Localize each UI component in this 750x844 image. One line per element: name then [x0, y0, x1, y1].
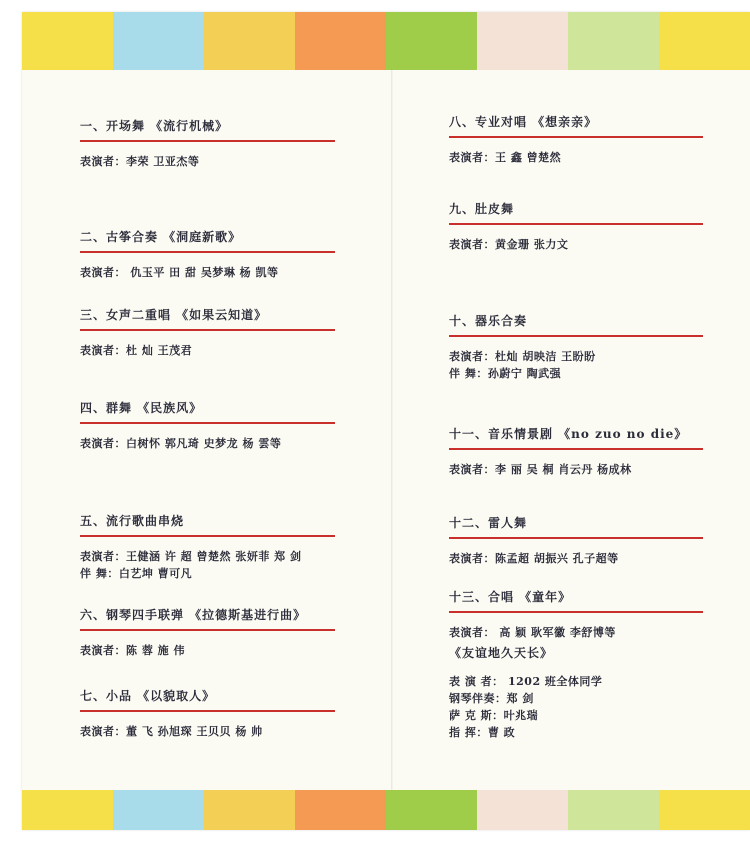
- program-title: 七、小品 《以貌取人》: [80, 689, 216, 703]
- performers-line: 表演者： 仇玉平 田 甜 吴梦琳 杨 凯等: [80, 266, 279, 279]
- program-item-13: [449, 588, 703, 641]
- program-finale: [449, 644, 703, 741]
- performers-line-1: 表演者：王健涵 许 超 曾楚然 张妍菲 郑 剑: [80, 550, 302, 563]
- red-rule: [80, 422, 335, 424]
- color-block-6: [477, 790, 568, 830]
- program-item-9: [449, 200, 703, 253]
- red-rule: [449, 223, 703, 225]
- program-title: 八、专业对唱 《想亲亲》: [449, 115, 598, 129]
- program-item-5: [80, 512, 335, 582]
- red-rule: [80, 629, 335, 631]
- performers-line: 表演者：陈孟超 胡振兴 孔子超等: [449, 552, 619, 565]
- red-rule: [80, 140, 335, 142]
- program-title: 三、女声二重唱 《如果云知道》: [80, 308, 268, 322]
- color-block-4: [295, 12, 386, 70]
- red-rule: [80, 329, 335, 331]
- red-rule: [449, 611, 703, 613]
- performers-line: 表演者：董 飞 孙旭琛 王贝贝 杨 帅: [80, 725, 263, 738]
- program-title: 四、群舞 《民族风》: [80, 401, 203, 415]
- program-item-7: [80, 687, 335, 740]
- program-title: 十二、雷人舞: [449, 516, 528, 530]
- finale-performers-line: 表 演 者： 1202 班全体同学: [449, 675, 603, 688]
- color-block-2: [113, 790, 204, 830]
- color-block-3: [204, 790, 295, 830]
- finale-sax-line: 萨 克 斯：叶兆瑞: [449, 709, 539, 722]
- finale-title: 《友谊地久天长》: [449, 646, 554, 660]
- performers-line: 表演者：王 鑫 曾楚然: [449, 151, 562, 164]
- red-rule: [449, 335, 703, 337]
- color-block-1: [22, 790, 113, 830]
- performers-line-1: 表演者：杜灿 胡映洁 王盼盼: [449, 350, 596, 363]
- color-block-6: [477, 12, 568, 70]
- color-block-2: [113, 12, 204, 70]
- performers-line: 表演者：李荣 卫亚杰等: [80, 155, 200, 168]
- performers-line: 表演者：杜 灿 王茂君: [80, 344, 193, 357]
- red-rule: [449, 537, 703, 539]
- program-title: 十一、音乐情景剧 《no zuo no die》: [449, 427, 688, 441]
- program-title: 二、古筝合奏 《洞庭新歌》: [80, 230, 242, 244]
- red-rule: [449, 448, 703, 450]
- dancers-line: 伴 舞：白艺坤 曹可凡: [80, 567, 193, 580]
- color-block-7: [568, 790, 659, 830]
- program-item-12: [449, 514, 703, 567]
- program-item-10: [449, 312, 703, 382]
- program-item-6: [80, 606, 335, 659]
- program-item-2: [80, 228, 335, 281]
- red-rule: [449, 136, 703, 138]
- performers-line: 表演者：陈 蓉 施 伟: [80, 644, 185, 657]
- program-title: 十三、合唱 《童年》: [449, 590, 572, 604]
- program-item-4: [80, 399, 335, 452]
- performers-line: 表演者：李 丽 吴 桐 肖云丹 杨成林: [449, 463, 632, 476]
- red-rule: [80, 535, 335, 537]
- program-item-1: [80, 117, 335, 170]
- finale-credits: [449, 673, 703, 741]
- program-title: 六、钢琴四手联弹 《拉德斯基进行曲》: [80, 608, 307, 622]
- bottom-color-band: [22, 790, 750, 830]
- color-block-1: [22, 12, 113, 70]
- performers-line: [449, 348, 703, 382]
- performers-line: 表演者： 高 颖 耿军徽 李舒博等: [449, 626, 616, 639]
- finale-piano-line: 钢琴伴奏：郑 剑: [449, 692, 534, 705]
- program-title: 九、肚皮舞: [449, 202, 515, 216]
- red-rule: [80, 710, 335, 712]
- color-block-8: [659, 12, 750, 70]
- color-block-5: [386, 790, 477, 830]
- program-item-8: [449, 113, 703, 166]
- program-item-11: [449, 425, 703, 478]
- red-rule: [80, 251, 335, 253]
- program-title: 十、器乐合奏: [449, 314, 528, 328]
- program-title: 五、流行歌曲串烧: [80, 514, 185, 528]
- color-block-8: [659, 790, 750, 830]
- color-block-3: [204, 12, 295, 70]
- performers-line: 表演者：白树怀 郭凡琦 史梦龙 杨 雲等: [80, 437, 282, 450]
- finale-conductor-line: 指 挥：曹 政: [449, 726, 516, 739]
- color-block-5: [386, 12, 477, 70]
- dancers-line: 伴 舞：孙蔚宁 陶武强: [449, 367, 562, 380]
- performers-line: 表演者：黄金珊 张力文: [449, 238, 569, 251]
- program-item-3: [80, 306, 335, 359]
- fold-crease: [391, 12, 393, 830]
- top-color-band: [22, 12, 750, 70]
- color-block-7: [568, 12, 659, 70]
- performers-line: [80, 548, 335, 582]
- color-block-4: [295, 790, 386, 830]
- program-title: 一、开场舞 《流行机械》: [80, 119, 229, 133]
